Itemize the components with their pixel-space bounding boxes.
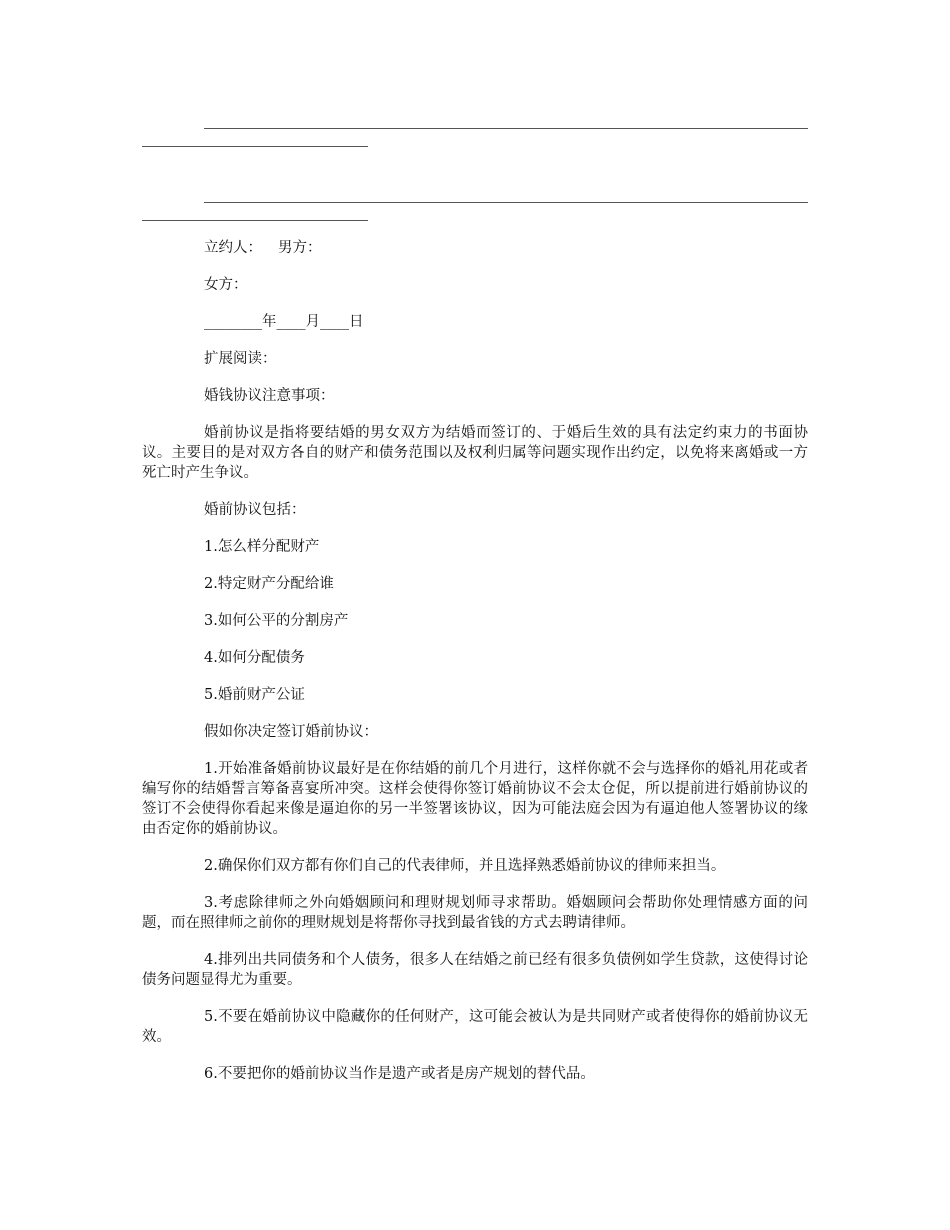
- female-party-label: 女方：: [204, 277, 248, 293]
- underline-segment: [142, 146, 368, 147]
- advice-paragraph: 4.排列出共同债务和个人债务，很多人在结婚之前已经有很多负债例如学生贷款，这使得讨论债务问题显得尤为重要。: [142, 952, 808, 988]
- definition-paragraph: 婚前协议是指将要结婚的男女双方为结婚而签订的、于婚后生效的具有法定约束力的书面协议。主要目的是对双方各自的财产和债务范围以及权利归属等问题实现作出约定，以免将来离婚或一方死亡时产生争议。: [142, 425, 808, 481]
- document-body: [142, 116, 808, 1101]
- list-item: 1.怎么样分配财产: [204, 539, 320, 555]
- list-item: 3.如何公平的分割房产: [204, 613, 349, 629]
- signatory-line: [142, 238, 808, 258]
- list-item: 5.婚前财产公证: [204, 687, 305, 703]
- underline-segment: [204, 202, 808, 203]
- blank-fill-line-2: [142, 190, 808, 220]
- advice-paragraph: 5.不要在婚前协议中隐藏你的任何财产，这可能会被认为是共同财产或者使得你的婚前协议无效。: [142, 1009, 808, 1045]
- underline-segment: [142, 220, 368, 221]
- list-item: 2.特定财产分配给谁: [204, 576, 334, 592]
- underline-segment: [204, 128, 808, 129]
- signatory-label: 立约人：: [204, 240, 262, 256]
- advice-paragraph: 2.确保你们双方都有你们自己的代表律师，并且选择熟悉婚前协议的律师来担当。: [204, 858, 726, 874]
- advice-heading: 假如你决定签订婚前协议：: [204, 724, 378, 740]
- male-party-label: 男方：: [278, 240, 322, 256]
- notes-heading: 婚钱协议注意事项：: [204, 388, 335, 404]
- date-line: ________年____月____日: [204, 314, 364, 330]
- blank-fill-line-1: [142, 116, 808, 146]
- advice-paragraph: 3.考虑除律师之外向婚姻顾问和理财规划师寻求帮助。婚姻顾问会帮助你处理情感方面的问题，而在照律师之前你的理财规划是将帮你寻找到最省钱的方式去聘请律师。: [142, 895, 808, 931]
- advice-paragraph: 1.开始准备婚前协议最好是在你结婚的前几个月进行，这样你就不会与选择你的婚礼用花或者编写你的结婚誓言筹备喜宴所冲突。这样会使得你签订婚前协议不会太仓促，所以提前进行婚前协议的签订不会使得你看起来像是逼迫你的另一半签署该协议，因为可能法庭会因为有逼迫他人签署协议的缘由否定你的婚前协议。: [142, 761, 808, 837]
- list-item: 4.如何分配债务: [204, 650, 305, 666]
- extended-reading-heading: 扩展阅读：: [204, 351, 277, 367]
- includes-heading: 婚前协议包括：: [204, 502, 306, 518]
- advice-paragraph: 6.不要把你的婚前协议当作是遗产或者是房产规划的替代品。: [204, 1066, 595, 1082]
